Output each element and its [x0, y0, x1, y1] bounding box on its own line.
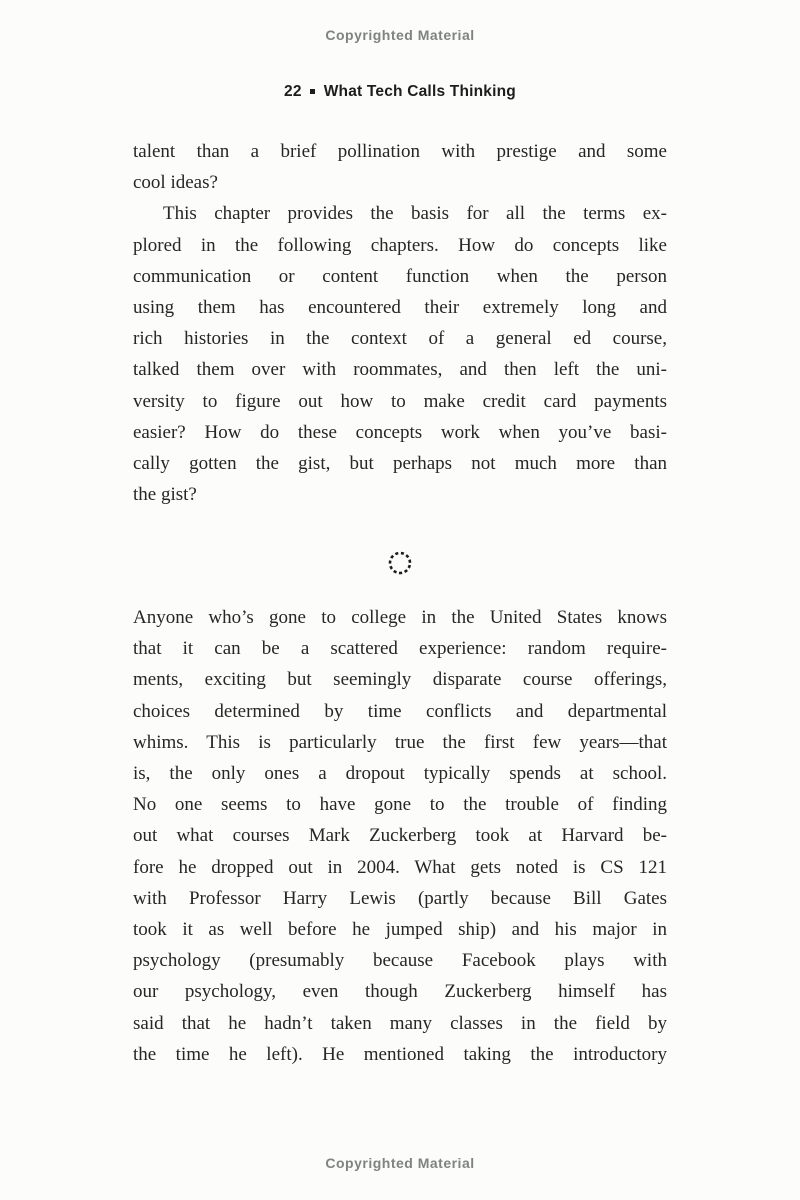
text-section-1 [133, 136, 667, 510]
text-line: rich histories in the context of a general ed course, [133, 328, 667, 350]
text-line: with Professor Harry Lewis (partly because Bill Gates [133, 887, 667, 909]
text-line: cally gotten the gist, but perhaps not much more than [133, 453, 667, 475]
text-line: communication or content function when the person [133, 265, 667, 287]
text-line: ments, exciting but seemingly disparate course offerings, [133, 669, 667, 691]
copyright-notice-top: Copyrighted Material [325, 27, 475, 43]
text-line: talent than a brief pollination with prestige and some [133, 141, 667, 162]
text-line: psychology (presumably because Facebook plays with [133, 950, 667, 972]
text-line: using them has encountered their extremely long and [133, 297, 667, 319]
text-line: whims. This is particularly true the first few years—that [133, 731, 667, 753]
text-line: out what courses Mark Zuckerberg took at Harvard be- [133, 825, 667, 847]
copyright-notice-bottom: Copyrighted Material [325, 1155, 475, 1171]
text-section-2 [133, 602, 667, 1070]
book-title: What Tech Calls Thinking [323, 83, 516, 100]
text-line: cool ideas? [133, 172, 218, 194]
text-line: plored in the following chapters. How do concepts like [133, 234, 667, 256]
running-header [0, 83, 800, 101]
text-line: fore he dropped out in 2004. What gets noted is CS 121 [133, 856, 667, 878]
page-number: 22 [284, 83, 302, 100]
text-line: took it as well before he jumped ship) and his major in [133, 919, 667, 941]
text-line: Anyone who’s gone to college in the United States knows [133, 607, 667, 628]
text-line: easier? How do these concepts work when you’ve basi- [133, 421, 667, 443]
text-line: versity to figure out how to make credit card payments [133, 390, 667, 412]
text-line: our psychology, even though Zuckerberg himself has [133, 981, 667, 1003]
text-line: said that he hadn’t taken many classes in the field by [133, 1012, 667, 1034]
section-divider-ornament [0, 550, 800, 581]
text-line: that it can be a scattered experience: random require- [133, 638, 667, 660]
text-line: No one seems to have gone to the trouble of finding [133, 794, 667, 816]
text-line: the time he left). He mentioned taking the introductory [133, 1043, 667, 1065]
text-line: is, the only ones a dropout typically spends at school. [133, 763, 667, 785]
text-line: the gist? [133, 484, 197, 506]
square-bullet-icon [310, 89, 315, 94]
text-line: This chapter provides the basis for all the terms ex- [163, 203, 667, 225]
text-line: choices determined by time conflicts and departmental [133, 700, 667, 722]
text-line: talked them over with roommates, and then left the uni- [133, 359, 667, 381]
dotted-circle-icon [387, 550, 413, 576]
